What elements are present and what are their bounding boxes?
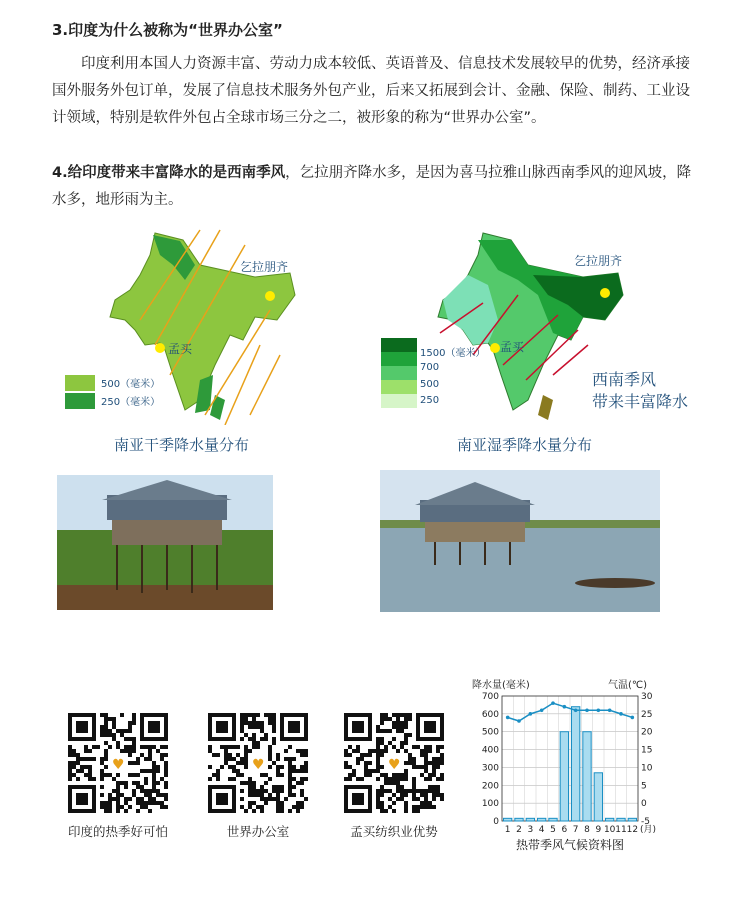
climate-chart [470, 676, 670, 856]
chart-xtick: 6 [561, 825, 568, 835]
chart-y2tick: 30 [641, 692, 653, 702]
sri-lanka [210, 395, 225, 420]
chart-xtick: 12 [626, 825, 639, 835]
cherrapunji-dot [265, 291, 275, 301]
wet-city1-label: 乞拉朋齐 [574, 254, 623, 268]
wet-legend-label-3: 500 [420, 379, 440, 390]
chart-temp-point [585, 708, 589, 712]
wet-legend-swatch-3 [381, 366, 417, 380]
section4-heading: 4.给印度带来丰富降水的是西南季风 [52, 165, 286, 181]
chart-title: 热带季风气候资料图 [515, 838, 625, 852]
chart-ytick: 100 [481, 799, 499, 810]
chart-temp-point [631, 716, 635, 720]
chart-xtick: 2 [516, 825, 522, 835]
chart-xtick: 1 [504, 825, 511, 835]
wet-cherrapunji-dot [600, 288, 610, 298]
chart-ytick: 200 [481, 781, 499, 792]
chart-temp-point [529, 712, 533, 716]
chart-y2tick: -5 [641, 817, 650, 827]
chart-temp-point [563, 705, 567, 709]
chart-bar [606, 818, 614, 821]
chart-temp-point [574, 708, 578, 712]
wet-sri-lanka [538, 395, 553, 420]
chart-bar [628, 818, 636, 821]
qr-label-hot-season: 印度的热季好可怕 [67, 824, 168, 839]
chart-temp-point [517, 719, 521, 723]
chart-xtick: 10 [603, 825, 616, 835]
wet-legend-swatch-1 [381, 338, 417, 352]
chart-xtick: 5 [550, 825, 556, 835]
wet-legend-swatch-2 [381, 352, 417, 366]
chart-y2tick: 0 [641, 799, 647, 810]
stilt-house-flood-photo [380, 470, 660, 612]
chart-ytick: 700 [481, 692, 499, 702]
dry-legend-swatch-1 [65, 375, 95, 391]
chart-bar [538, 818, 546, 821]
chart-bar [504, 818, 512, 821]
mumbai-dot [155, 343, 165, 353]
svg-text:♥: ♥ [252, 757, 265, 773]
chart-bar [572, 707, 580, 821]
svg-text:♥: ♥ [112, 757, 125, 773]
dry-legend-swatch-2 [65, 393, 95, 409]
wet-legend-swatch-4 [381, 380, 417, 394]
chart-y2tick: 25 [641, 709, 653, 720]
chart-bar [549, 818, 557, 821]
chart-temp-point [608, 708, 612, 712]
wet-legend-swatch-5 [381, 394, 417, 408]
dry-city1-label: 乞拉朋齐 [240, 260, 289, 274]
dry-map-caption: 南亚干季降水量分布 [114, 436, 250, 454]
chart-xtick: 11 [615, 825, 627, 835]
chart-bar [560, 732, 568, 821]
chart-ytick: 400 [481, 745, 499, 756]
chart-temp-point [597, 708, 601, 712]
chart-ylabel: 降水量(毫米) [472, 680, 530, 691]
wet-mumbai-dot [490, 343, 500, 353]
section3-heading: 3.印度为什么被称为“世界办公室” [52, 21, 283, 39]
chart-y2tick: 5 [641, 781, 647, 792]
wet-city2-label: 孟买 [500, 340, 525, 354]
chart-xunit: (月) [640, 825, 657, 835]
wet-legend-label-4: 250 [420, 395, 440, 406]
section4-body: ，乞拉朋齐降水多，是因为喜马拉雅山脉西南季风的迎风坡，降水多，地形雨为主。 [52, 165, 692, 208]
chart-xtick: 9 [595, 825, 602, 835]
section4-paragraph [52, 160, 692, 214]
qr-code-mumbai-textile[interactable] [344, 713, 444, 813]
qr-code-world-office[interactable] [208, 713, 308, 813]
chart-xtick: 7 [572, 825, 579, 835]
chart-bar [515, 818, 523, 821]
wet-map-note: 西南季风 带来丰富降水 [592, 370, 689, 411]
chart-y2tick: 10 [641, 763, 653, 774]
chart-y2tick: 15 [641, 745, 653, 756]
chart-ytick: 500 [481, 727, 499, 738]
chart-ytick: 300 [481, 763, 499, 774]
chart-y2label: 气温(℃) [608, 680, 648, 691]
qr-code-hot-season[interactable] [68, 713, 168, 813]
dry-city2-label: 孟买 [168, 342, 193, 356]
chart-temp-point [551, 701, 555, 705]
chart-y2tick: 20 [641, 727, 653, 738]
qr-label-mumbai-textile: 孟买纺织业优势 [350, 824, 438, 839]
wet-legend-label-1: 1500（毫米） [420, 348, 486, 359]
chart-bar [617, 818, 625, 821]
dry-legend-label-2: 250（毫米） [101, 397, 161, 408]
chart-xtick: 3 [527, 825, 534, 835]
chart-ytick: 0 [493, 817, 499, 827]
chart-xtick: 8 [584, 825, 590, 835]
chart-ytick: 600 [481, 709, 499, 720]
chart-xtick: 4 [538, 825, 545, 835]
chart-bar [594, 773, 602, 821]
dry-legend-label-1: 500（毫米） [101, 379, 161, 390]
stilt-house-dry-photo [57, 475, 273, 610]
dry-season-map [55, 225, 305, 425]
chart-temp-point [540, 708, 544, 712]
qr-label-world-office: 世界办公室 [226, 824, 290, 839]
svg-text:♥: ♥ [388, 757, 401, 773]
section3-body: 印度利用本国人力资源丰富、劳动力成本较低、英语普及、信息技术发展较早的优势，经济承接国外服务外包订单，发展了信息技术服务外包产业，后来又拓展到会计、金融、保险、制药、工业设计领域，特别是软件外包占全球市场三分之二，被形象的称为“世界办公室”。 [52, 56, 690, 126]
wet-legend-label-2: 700 [420, 362, 440, 373]
chart-bar [526, 818, 534, 821]
chart-bar [583, 732, 591, 821]
chart-temp-point [506, 716, 510, 720]
wet-map-caption: 南亚湿季降水量分布 [457, 436, 593, 454]
chart-temp-point [619, 712, 623, 716]
